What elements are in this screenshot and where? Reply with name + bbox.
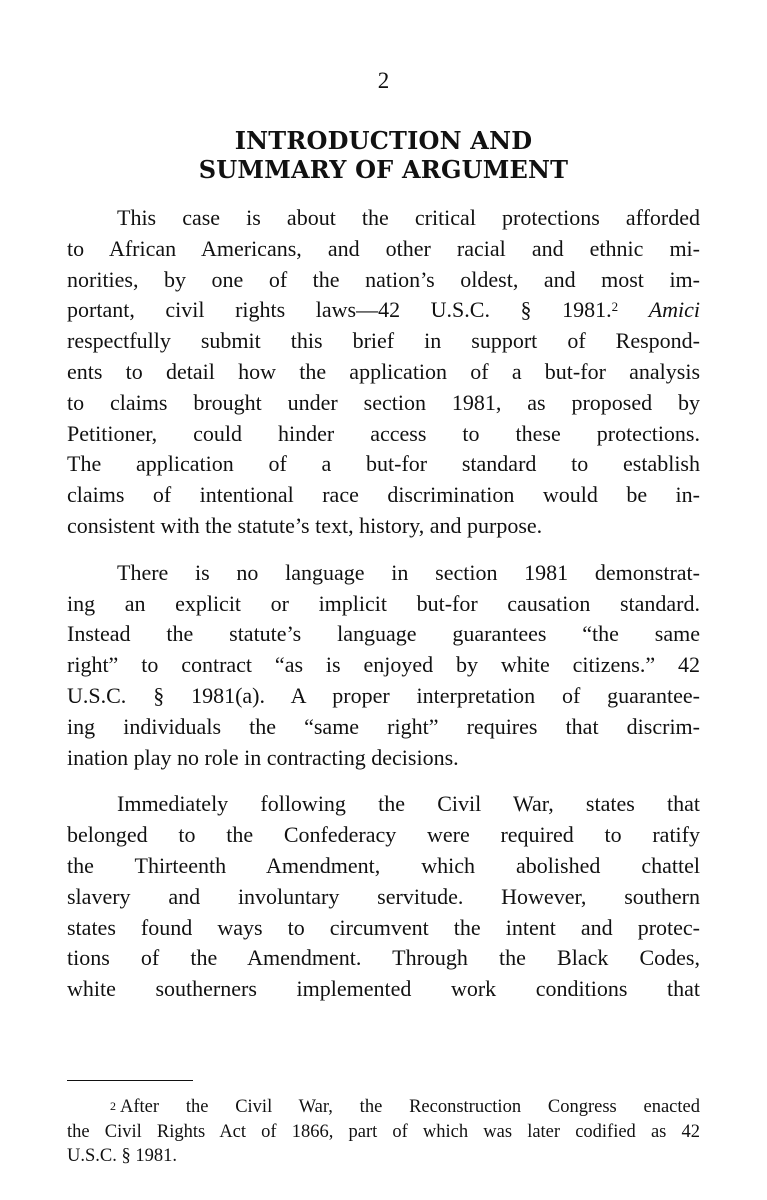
heading-line-1: INTRODUCTION AND	[234, 126, 533, 155]
text-line: the Thirteenth Amendment, which abolished chattel	[67, 852, 700, 878]
text-line: There is no language in section 1981 demonstrat-	[117, 559, 700, 585]
text-line: ination play no role in contracting decisions.	[67, 744, 459, 770]
heading-line-2: SUMMARY OF ARGUMENT	[198, 155, 569, 184]
text-line-with-footnote	[67, 295, 700, 326]
paragraph-3	[67, 789, 700, 1005]
footnote-reference[interactable]: 2	[611, 299, 619, 315]
text-line: Immediately following the Civil War, states that	[117, 791, 700, 817]
footnote	[67, 1095, 700, 1169]
section-heading	[67, 126, 700, 184]
text-line: tions of the Amendment. Through the Black Codes,	[67, 945, 700, 971]
text-line: to African Americans, and other racial and ethnic mi-	[67, 235, 700, 261]
footnote-line: U.S.C. § 1981.	[67, 1146, 177, 1166]
text-line: ing an explicit or implicit but-for causation standard.	[67, 590, 700, 616]
text-line: Instead the statute’s language guarantees “the same	[67, 621, 700, 647]
footnote-line: the Civil Rights Act of 1866, part of which was later codified as 42	[67, 1121, 700, 1142]
text-segment: portant, civil rights laws—42 U.S.C. § 1981.	[67, 297, 612, 323]
footnote-marker: 2	[110, 1099, 116, 1113]
footnote-divider	[67, 1080, 193, 1081]
text-line: respectfully submit this brief in support of Respond-	[67, 328, 700, 354]
text-line: ents to detail how the application of a but-for analysis	[67, 358, 700, 384]
footnote-text-segment: After the Civil War, the Reconstruction Congress enacted	[120, 1097, 700, 1117]
text-line: white southerners implemented work conditions that	[67, 976, 700, 1002]
text-line: This case is about the critical protections afforded	[117, 205, 700, 230]
text-line: belonged to the Confederacy were required to ratify	[67, 822, 700, 848]
paragraph-1	[67, 203, 700, 542]
text-line: Petitioner, could hinder access to these protections.	[67, 420, 700, 446]
page-number: 2	[377, 68, 390, 93]
text-line: ing individuals the “same right” requires that discrim-	[67, 713, 700, 739]
text-line: consistent with the statute’s text, history, and purpose.	[67, 512, 543, 538]
text-line: states found ways to circumvent the intent and protec-	[67, 914, 700, 940]
text-line: right” to contract “as is enjoyed by white citizens.” 42	[67, 652, 700, 678]
paragraph-2	[67, 558, 700, 774]
text-line: U.S.C. § 1981(a). A proper interpretation of guarantee-	[67, 682, 700, 708]
text-line: claims of intentional race discrimination would be in-	[67, 482, 700, 508]
body-text	[67, 203, 700, 1021]
text-line: to claims brought under section 1981, as proposed by	[67, 389, 700, 415]
italic-term: Amici	[648, 297, 701, 323]
footnote-line	[67, 1095, 700, 1120]
text-line: The application of a but-for standard to establish	[67, 451, 700, 477]
text-line: slavery and involuntary servitude. However, southern	[67, 883, 700, 909]
text-line: norities, by one of the nation’s oldest, and most im-	[67, 266, 700, 292]
